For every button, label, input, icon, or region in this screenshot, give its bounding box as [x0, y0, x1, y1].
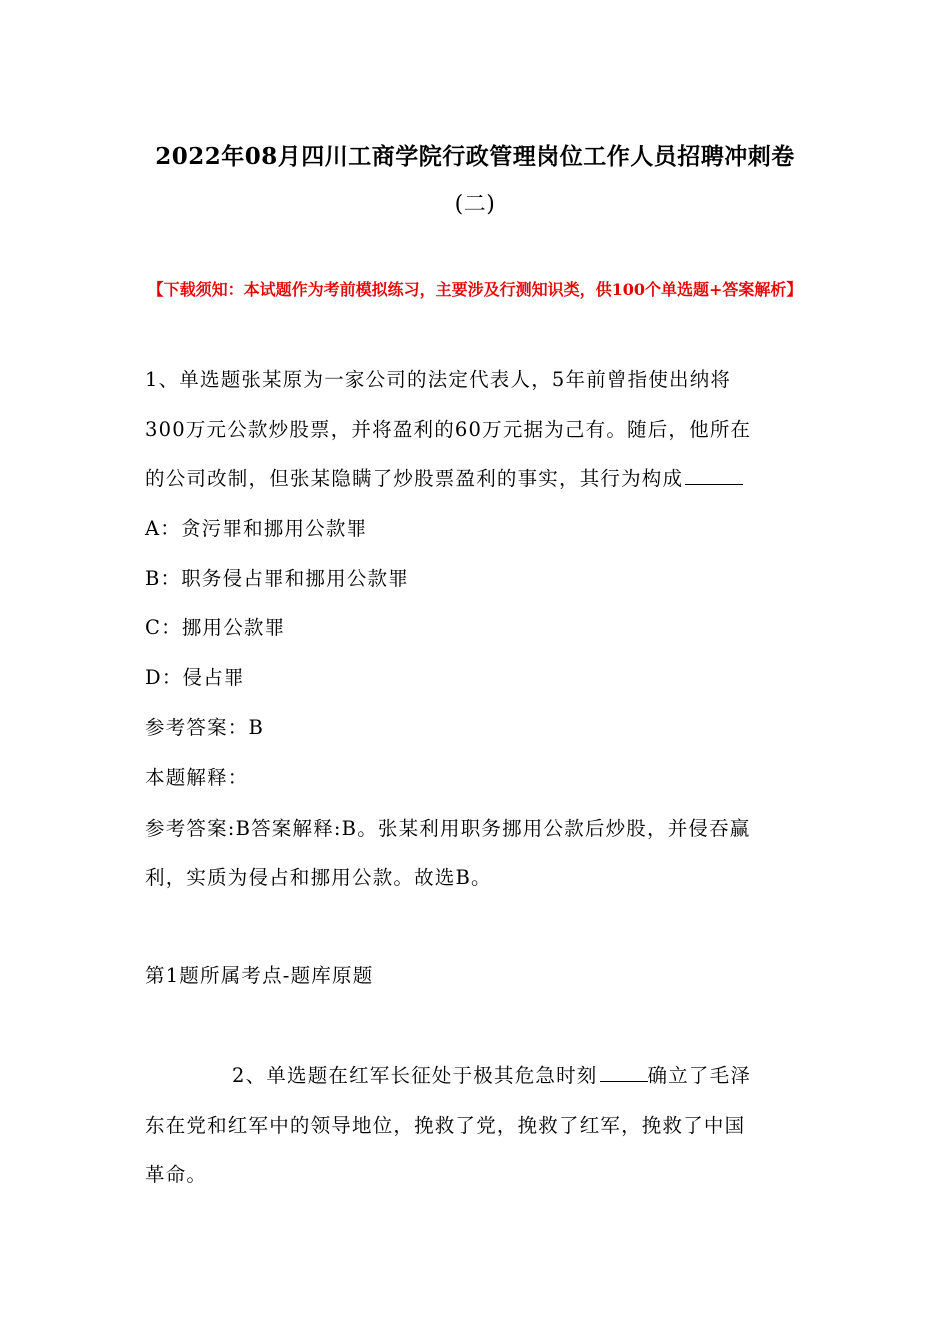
- q1-explanation-line-2: 利，实质为侵占和挪用公款。故选B。: [145, 866, 492, 889]
- q1-stem-line-3: [145, 463, 743, 491]
- q1-stem-text: 的公司改制，但张某隐瞒了炒股票盈利的事实，其行为构成: [145, 467, 684, 490]
- q2-stem-line-3: 革命。: [145, 1163, 208, 1186]
- answer-blank: [600, 1080, 648, 1082]
- document-subtitle: (二): [454, 192, 496, 217]
- q2-stem-text-a: 2、单选题在红军长征处于极其危急时刻: [232, 1064, 598, 1087]
- q2-stem-text-b: 确立了毛泽: [647, 1064, 752, 1087]
- answer-blank: [685, 483, 743, 485]
- q1-option-c: C：挪用公款罪: [145, 616, 286, 639]
- q1-option-d: D：侵占罪: [145, 666, 245, 689]
- q1-topic: 第1题所属考点-题库原题: [145, 964, 374, 987]
- q2-stem-line-1: [232, 1060, 751, 1088]
- q1-option-b: B：职务侵占罪和挪用公款罪: [145, 567, 409, 590]
- q1-option-a: A：贪污罪和挪用公款罪: [145, 517, 368, 540]
- q1-stem-line-1: 1、单选题张某原为一家公司的法定代表人，5年前曾指使出纳将: [145, 368, 732, 391]
- document-title: 2022年08月四川工商学院行政管理岗位工作人员招聘冲刺卷: [155, 143, 795, 170]
- download-notice: 【下载须知：本试题作为考前模拟练习，主要涉及行测知识类，供100个单选题+答案解析】: [147, 280, 803, 299]
- q1-explanation-title: 本题解释：: [145, 766, 249, 789]
- q1-stem-line-2: 300万元公款炒股票，并将盈利的60万元据为己有。随后，他所在: [145, 418, 752, 441]
- q1-answer: 参考答案：B: [145, 716, 265, 739]
- q2-stem-line-2: 东在党和红军中的领导地位，挽救了党，挽救了红军，挽救了中国: [145, 1114, 746, 1137]
- q1-explanation-line-1: 参考答案:B答案解释:B。张某利用职务挪用公款后炒股，并侵吞赢: [145, 817, 751, 840]
